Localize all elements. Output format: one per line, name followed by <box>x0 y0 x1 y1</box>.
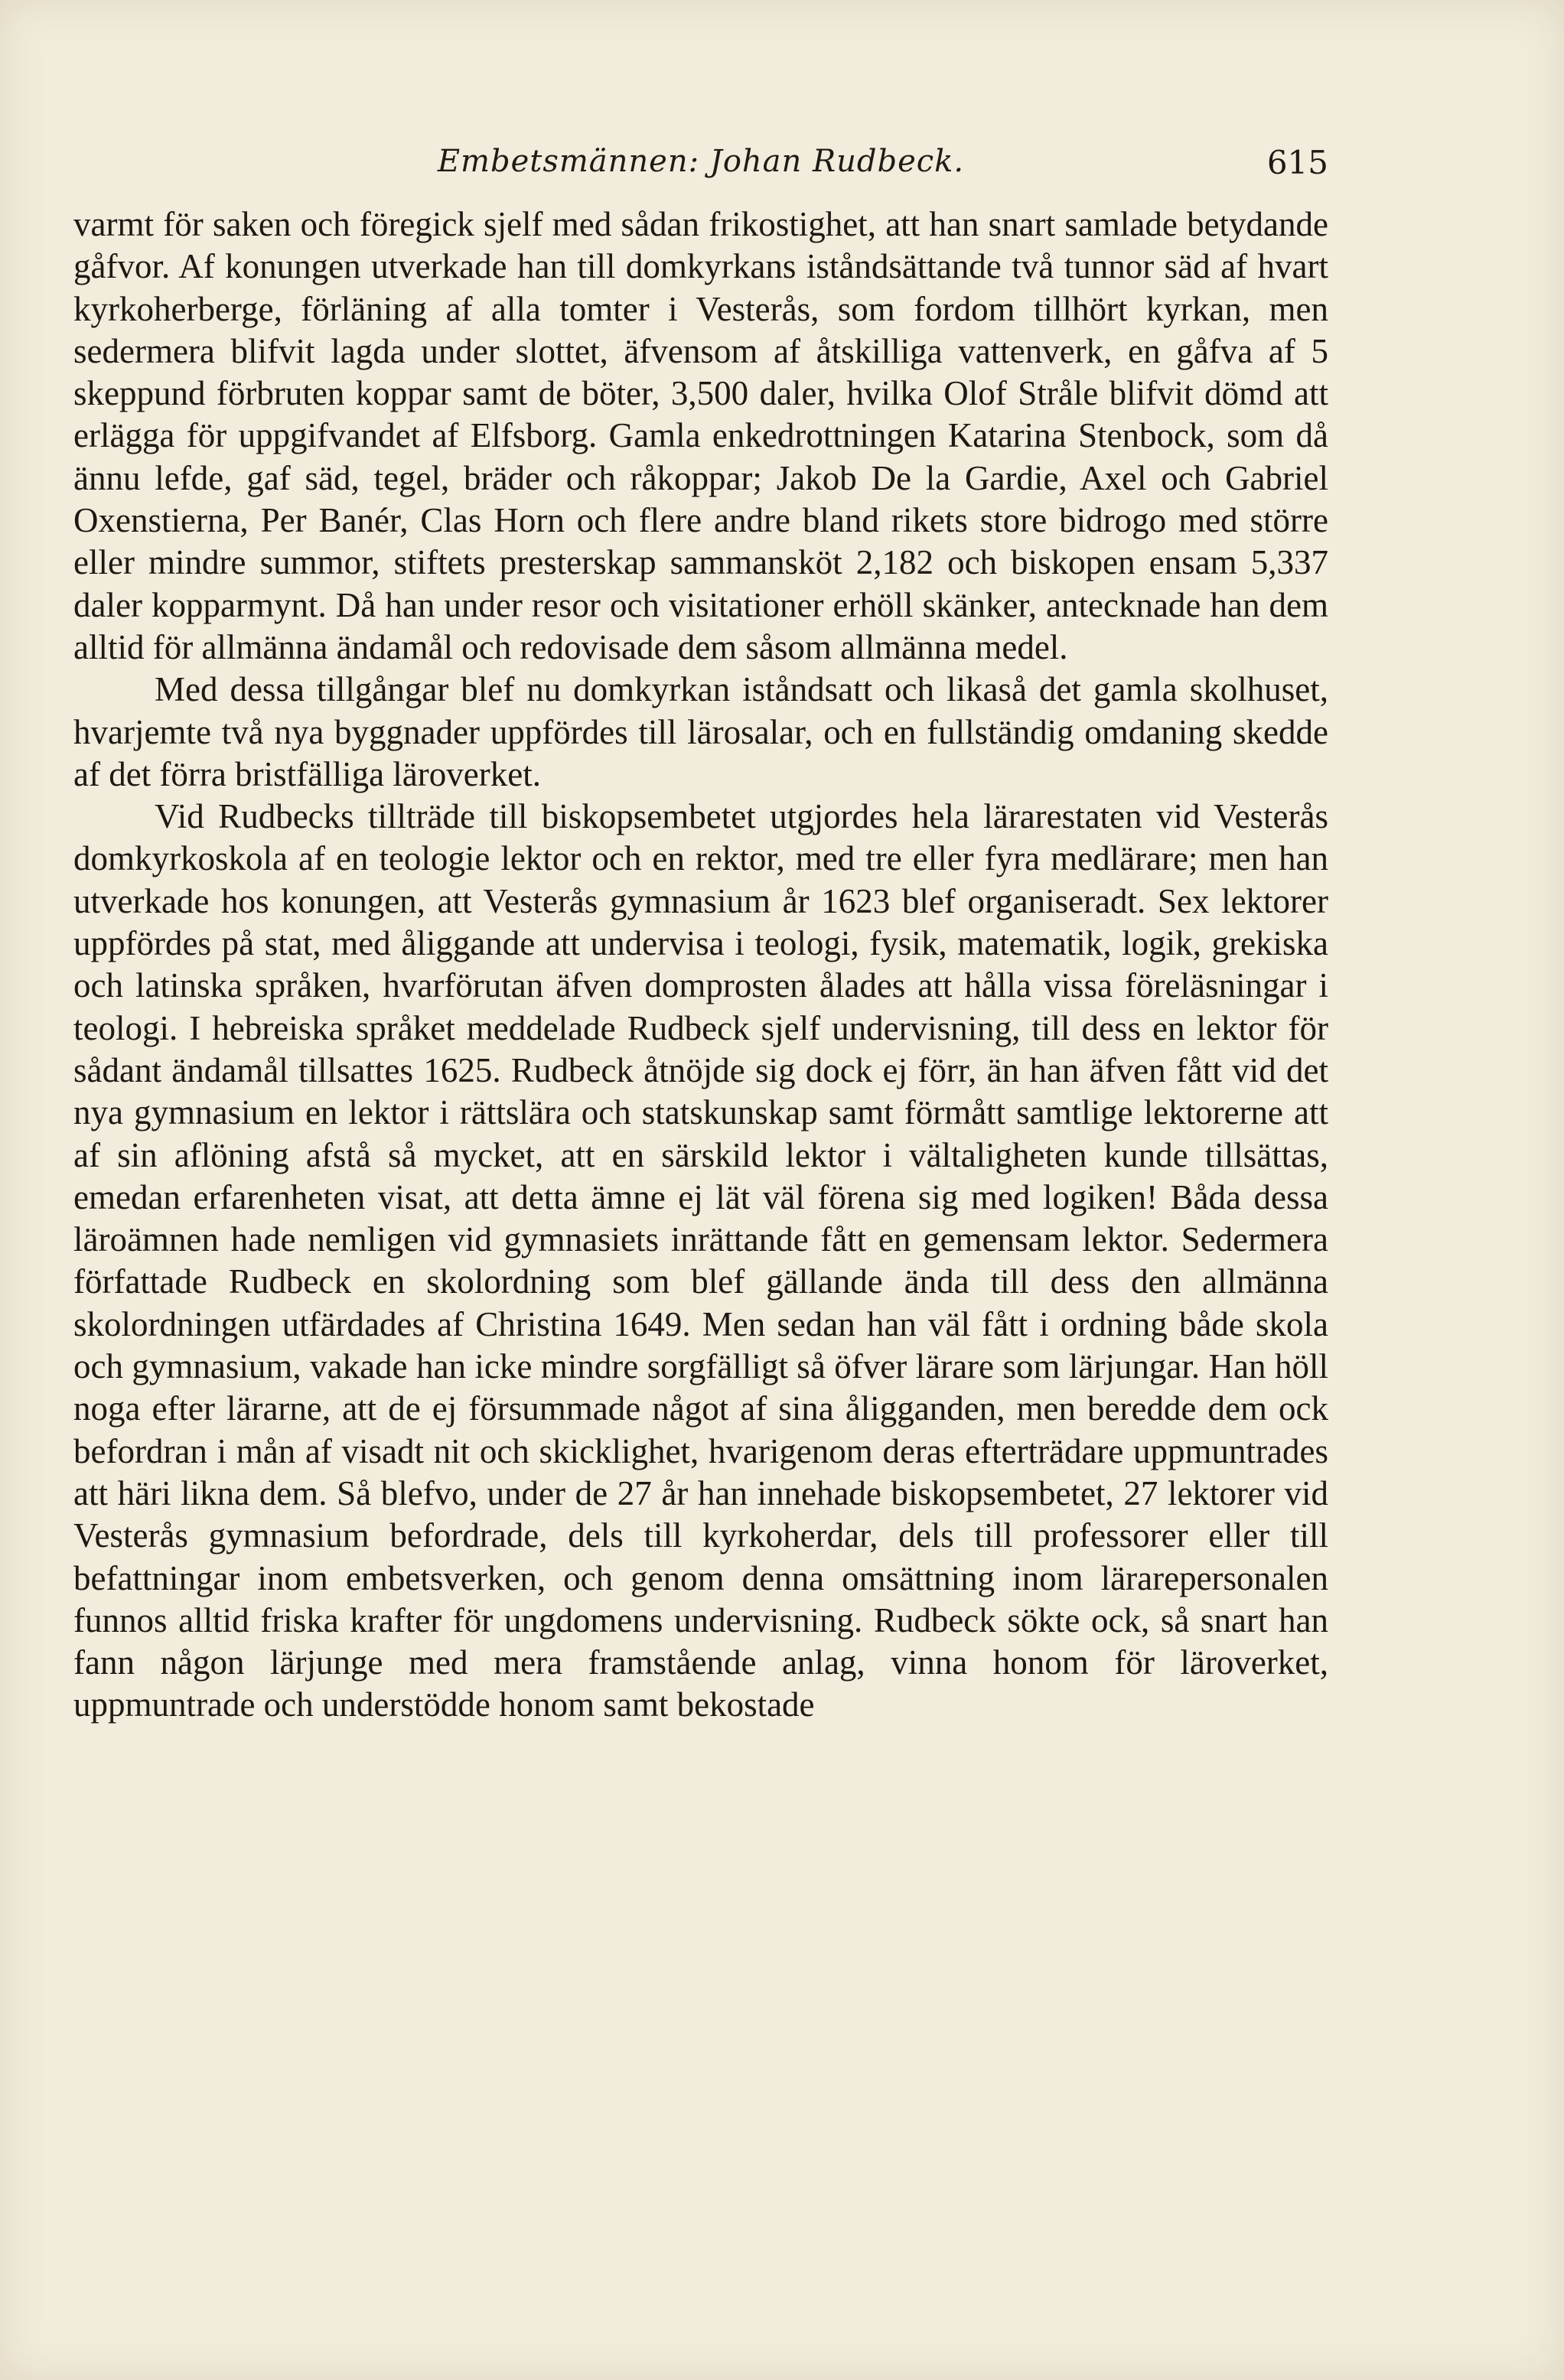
running-head: Embetsmännen: Johan Rudbeck. <box>437 144 965 179</box>
page-header <box>73 144 1328 190</box>
paragraph-3: Vid Rudbecks tillträde till biskopsembetet utgjordes hela lärarestaten vid Vesterås domkyrkoskola af en teologie lektor och en rektor, med tre eller fyra medlärare; men han utverkade hos konungen, att Vesterås gymnasium år 1623 blef organiseradt. Sex lektorer uppfördes på stat, med åliggande att undervisa i teologi, fysik, matematik, logik, grekiska och latinska språken, hvarförutan äfven domprosten ålades att hålla vissa föreläsningar i teologi. I hebreiska språket meddelade Rudbeck sjelf undervisning, till dess en lektor för sådant ändamål tillsattes 1625. Rudbeck åtnöjde sig dock ej förr, än han äfven fått vid det nya gymnasium en lektor i rättslära och statskunskap samt förmått samtlige lektorerne att af sin aflöning afstå så mycket, att en särskild lektor i vältaligheten kunde tillsättas, emedan erfarenheten visat, att detta ämne ej lät väl förena sig med logiken! Båda dessa läroämnen hade nemligen vid gymnasiets inrättande fått en gemensam lektor. Sedermera författade Rudbeck en skolordning som blef gällande ända till dess den allmänna skolordningen utfärdades af Christina 1649. Men sedan han väl fått i ordning både skola och gymnasium, vakade han icke mindre sorgfälligt så öfver lärare som lärjungar. Han höll noga efter lärarne, att de ej försummade något af sina åligganden, men beredde dem ock befordran i mån af visadt nit och skicklighet, hvarigenom deras efterträdare uppmuntrades att häri likna dem. Så blefvo, under de 27 år han innehade biskopsembetet, 27 lektorer vid Vesterås gymnasium befordrade, dels till kyrkoherdar, dels till professorer eller till befattningar inom embetsverken, och genom denna omsättning inom lärarepersonalen funnos alltid friska krafter för ungdomens undervisning. Rudbeck sökte ock, så snart han fann någon lärjunge med mera framstående anlag, vinna honom för läroverket, uppmuntrade och understödde honom samt bekostade <box>73 797 1328 1724</box>
page-number: 615 <box>1266 144 1328 181</box>
paragraph-1: varmt för saken och föregick sjelf med sådan frikostighet, att han snart samlade betydande gåfvor. Af konungen utverkade han till domkyrkans iståndsättande två tunnor säd af hvart kyrkoherberge, förläning af alla tomter i Vesterås, som fordom tillhört kyrkan, men sedermera blifvit lagda under slottet, äfvensom af åtskilliga vattenverk, en gåfva af 5 skeppund förbruten koppar samt de böter, 3,500 daler, hvilka Olof Stråle blifvit dömd att erlägga för uppgifvandet af Elfsborg. Gamla enkedrottningen Katarina Stenbock, som då ännu lefde, gaf säd, tegel, bräder och råkoppar; Jakob De la Gardie, Axel och Gabriel Oxenstierna, Per Banér, Clas Horn och flere andre bland rikets store bidrogo med större eller mindre summor, stiftets presterskap sammansköt 2,182 och biskopen ensam 5,337 daler kopparmynt. Då han under resor och visitationer erhöll skänker, antecknade han dem alltid för allmänna ändamål och redovisade dem såsom allmänna medel. <box>73 205 1328 666</box>
body-text <box>73 203 1328 1727</box>
paragraph-2: Med dessa tillgångar blef nu domkyrkan iståndsatt och likaså det gamla skolhuset, hvarjemte två nya byggnader uppfördes till lärosalar, och en fullständig omdaning skedde af det förra bristfälliga läroverket. <box>73 670 1328 793</box>
